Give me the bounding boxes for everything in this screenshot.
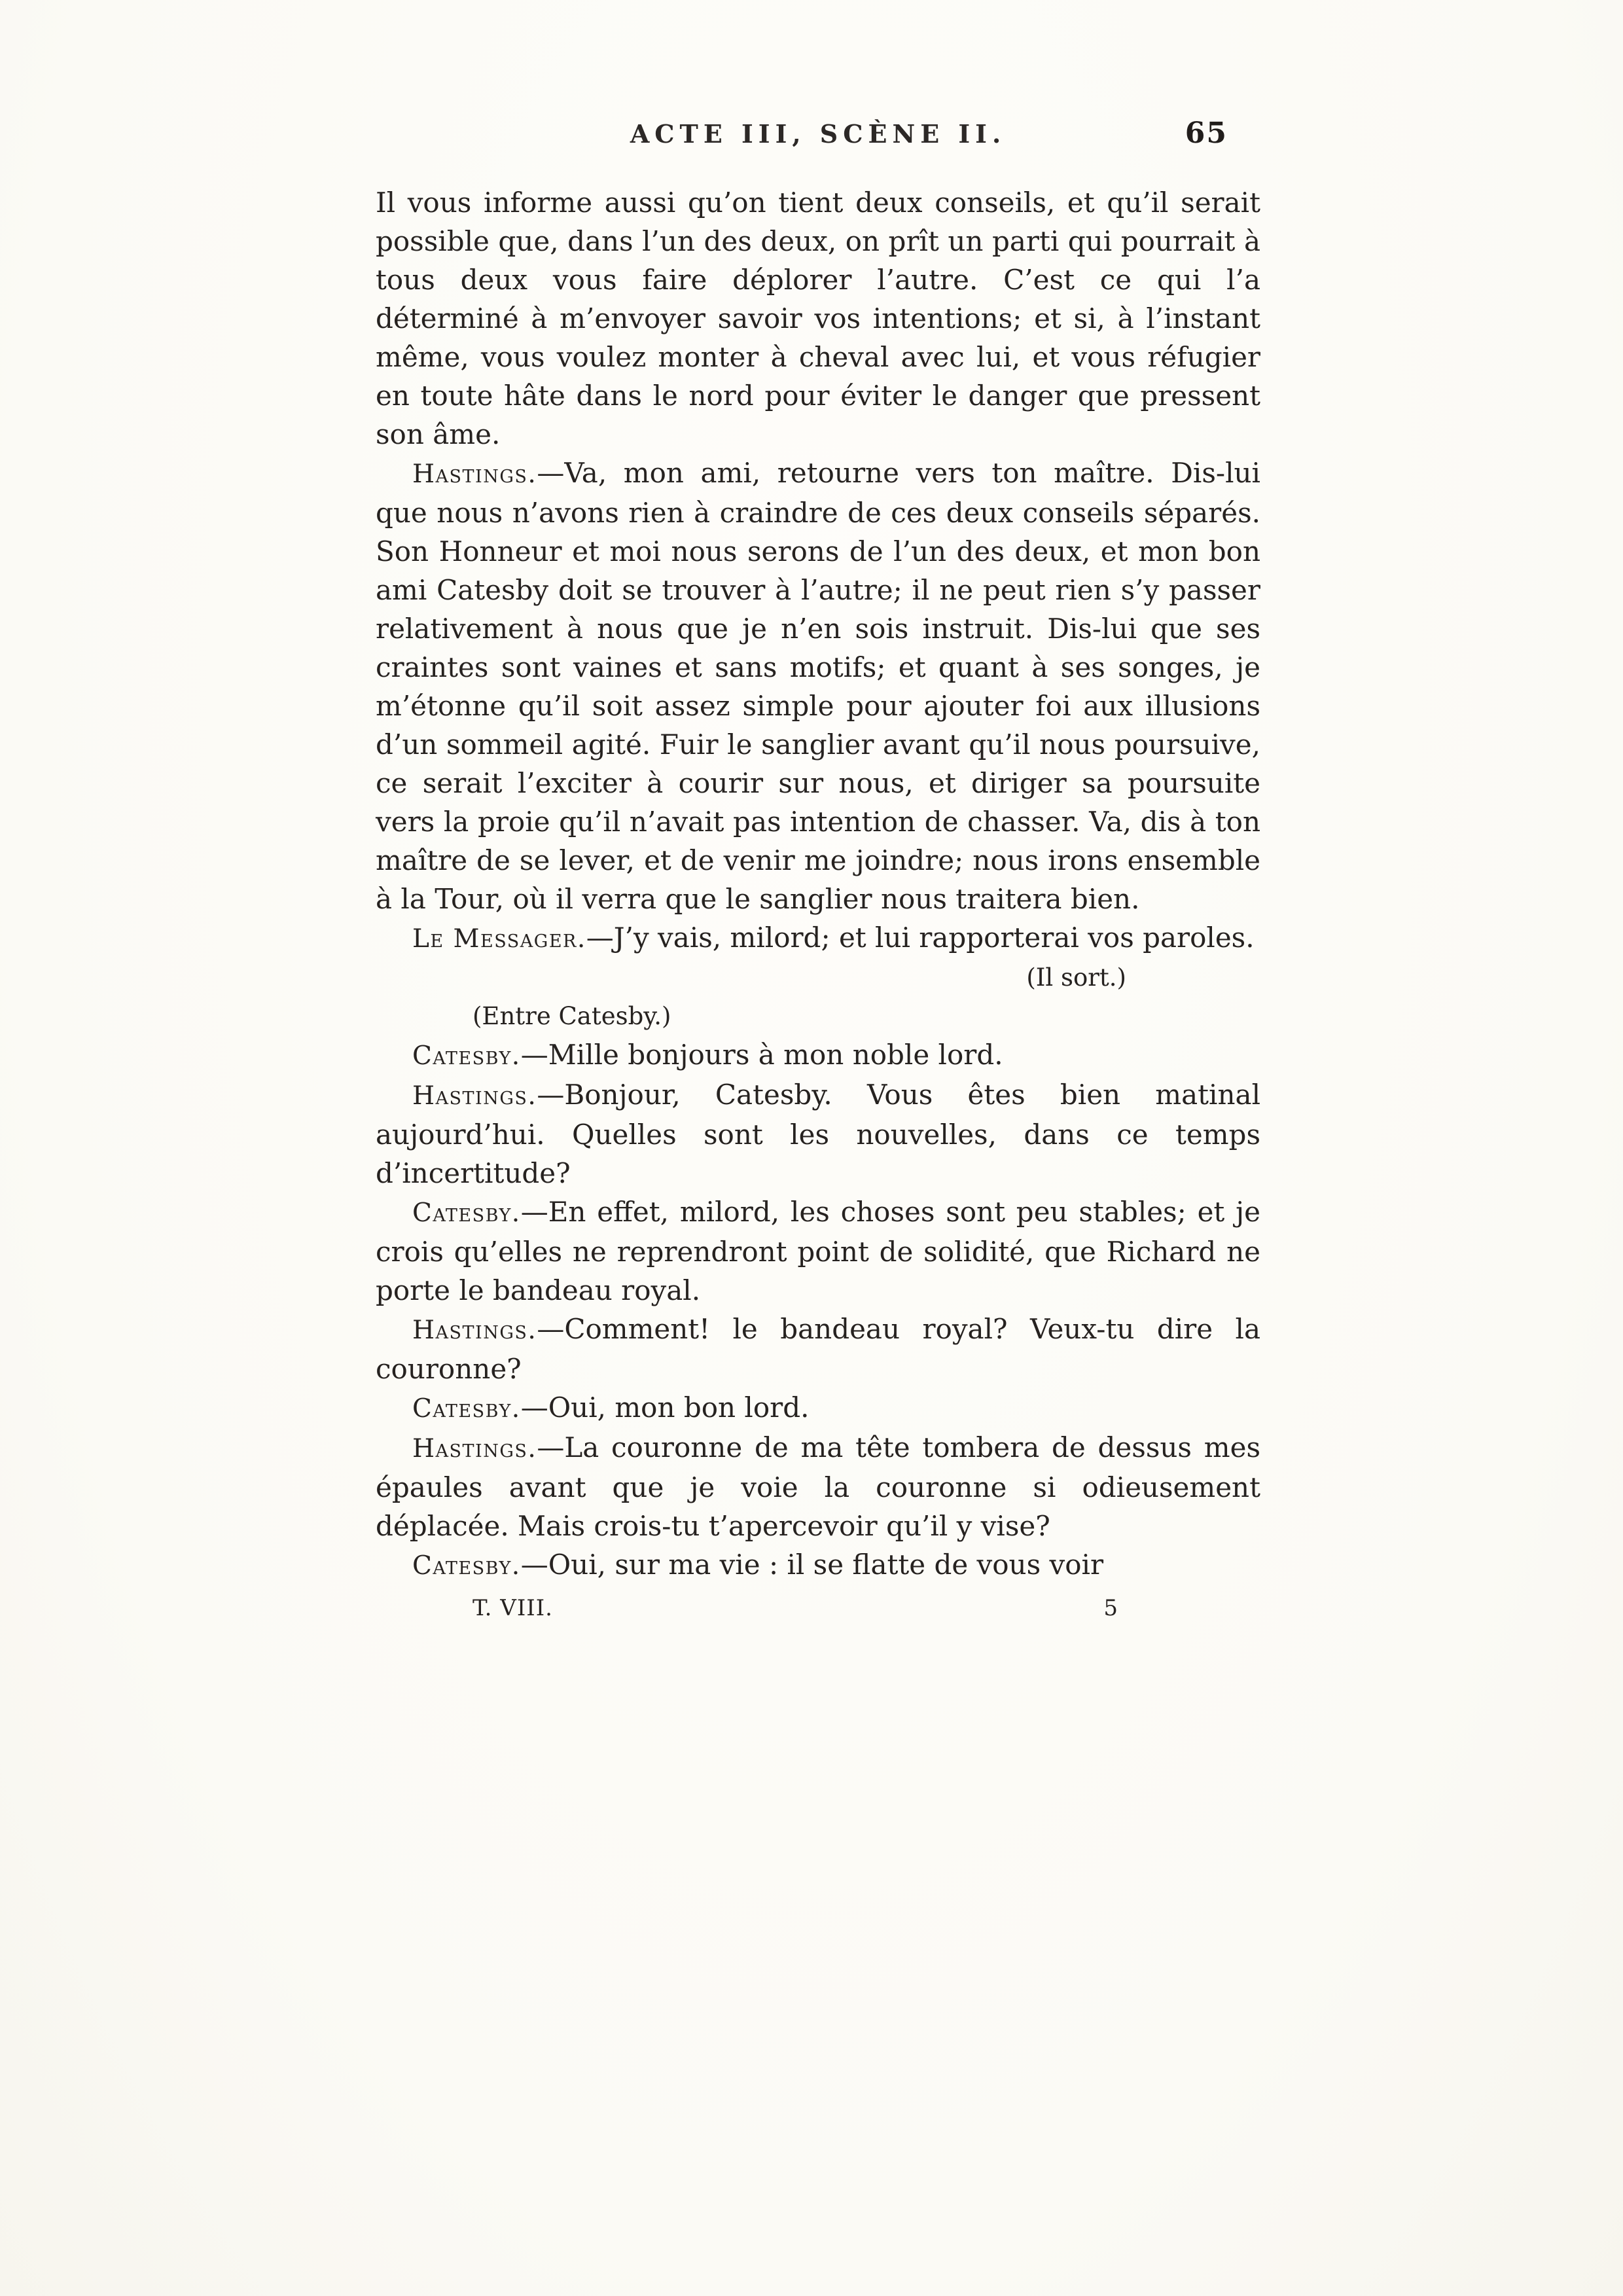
paragraph-speech [376,1428,1260,1545]
page-number: 65 [1185,117,1228,150]
speaker-name: Hastings. [412,1434,537,1463]
paragraph-speech [376,918,1260,958]
page-header [376,119,1260,158]
paragraph-text: —En effet, milord, les choses sont peu stables; et je crois qu’elles ne reprendront point de solidité, que Richard ne porte le bandeau royal. [376,1196,1260,1306]
paragraph-speech [376,1193,1260,1310]
paragraph-text: —Bonjour, Catesby. Vous êtes bien matinal aujourd’hui. Quelles sont les nouvelles, dans ce temps d’incertitude? [376,1079,1260,1189]
paragraph-text: —Oui, sur ma vie : il se flatte de vous voir [520,1549,1104,1581]
paragraph-text: —La couronne de ma tête tombera de dessus mes épaules avant que je voie la couronne si odieusement déplacée. Mais crois-tu t’apercevoir qu’il y vise? [376,1431,1260,1542]
speaker-name: Hastings. [412,1316,537,1345]
paragraph-text: —Oui, mon bon lord. [520,1391,810,1424]
stage-direction [376,997,1260,1035]
paragraph-speech [376,1075,1260,1193]
paragraph-speech [376,1545,1260,1585]
paragraph-speech [376,1310,1260,1388]
volume-label: T. VIII. [473,1595,553,1621]
paragraph-text: —Va, mon ami, retourne vers ton maître. Dis-lui que nous n’avons rien à craindre de ces deux conseils séparés. Son Honneur et moi nous serons de l’un des deux, et mon bon ami Catesby doit se trouver à l’autre; il ne peut rien s’y passer relativement à nous que je n’en sois instruit. Dis-lui que ses craintes sont vaines et sans motifs; et quant à ses songes, je m’étonne qu’il soit assez simple pour ajouter foi aux illusions d’un sommeil agité. Fuir le sanglier avant qu’il nous poursuive, ce serait l’exciter à courir sur nous, et diriger sa poursuite vers la proie qu’il n’avait pas intention de chasser. Va, dis à ton maître de se lever, et de venir me joindre; nous irons ensemble à la Tour, où il verra que le sanglier nous traitera bien. [376,457,1260,915]
paragraph-text: —Comment! le bandeau royal? Veux-tu dire la couronne? [376,1313,1260,1385]
signature-number: 5 [1103,1595,1118,1621]
stage-direction-text: (Il sort.) [1026,963,1126,992]
paragraph-continuation [376,183,1260,454]
paragraph-speech [376,1388,1260,1428]
paragraph-text: Il vous informe aussi qu’on tient deux conseils, et qu’il serait possible que, dans l’un des deux, on prît un parti qui pourrait à tous deux vous faire déplorer l’autre. C’est ce qui l’a déterminé à m’envoyer savoir vos intentions; et si, à l’instant même, vous voulez monter à cheval avec lui, et vous réfugier en toute hâte dans le nord pour éviter le danger que pressent son âme. [376,187,1260,450]
speaker-name: Hastings. [412,459,537,489]
stage-direction-text: (Entre Catesby.) [473,1002,671,1030]
paragraph-speech [376,1035,1260,1075]
paragraph-text: —J’y vais, milord; et lui rapporterai vos paroles. [586,922,1255,954]
stage-direction [376,958,1260,997]
speaker-name: Catesby. [412,1551,521,1581]
page-footer [376,1589,1260,1628]
speaker-name: Le Messager. [412,924,586,954]
running-title: ACTE III, SCÈNE II. [630,119,1007,149]
text-block [376,183,1260,1628]
paragraph-speech [376,454,1260,918]
speaker-name: Catesby. [412,1198,521,1228]
speaker-name: Hastings. [412,1081,537,1111]
speaker-name: Catesby. [412,1394,521,1424]
speaker-name: Catesby. [412,1041,521,1071]
paragraph-text: —Mille bonjours à mon noble lord. [520,1039,1003,1071]
